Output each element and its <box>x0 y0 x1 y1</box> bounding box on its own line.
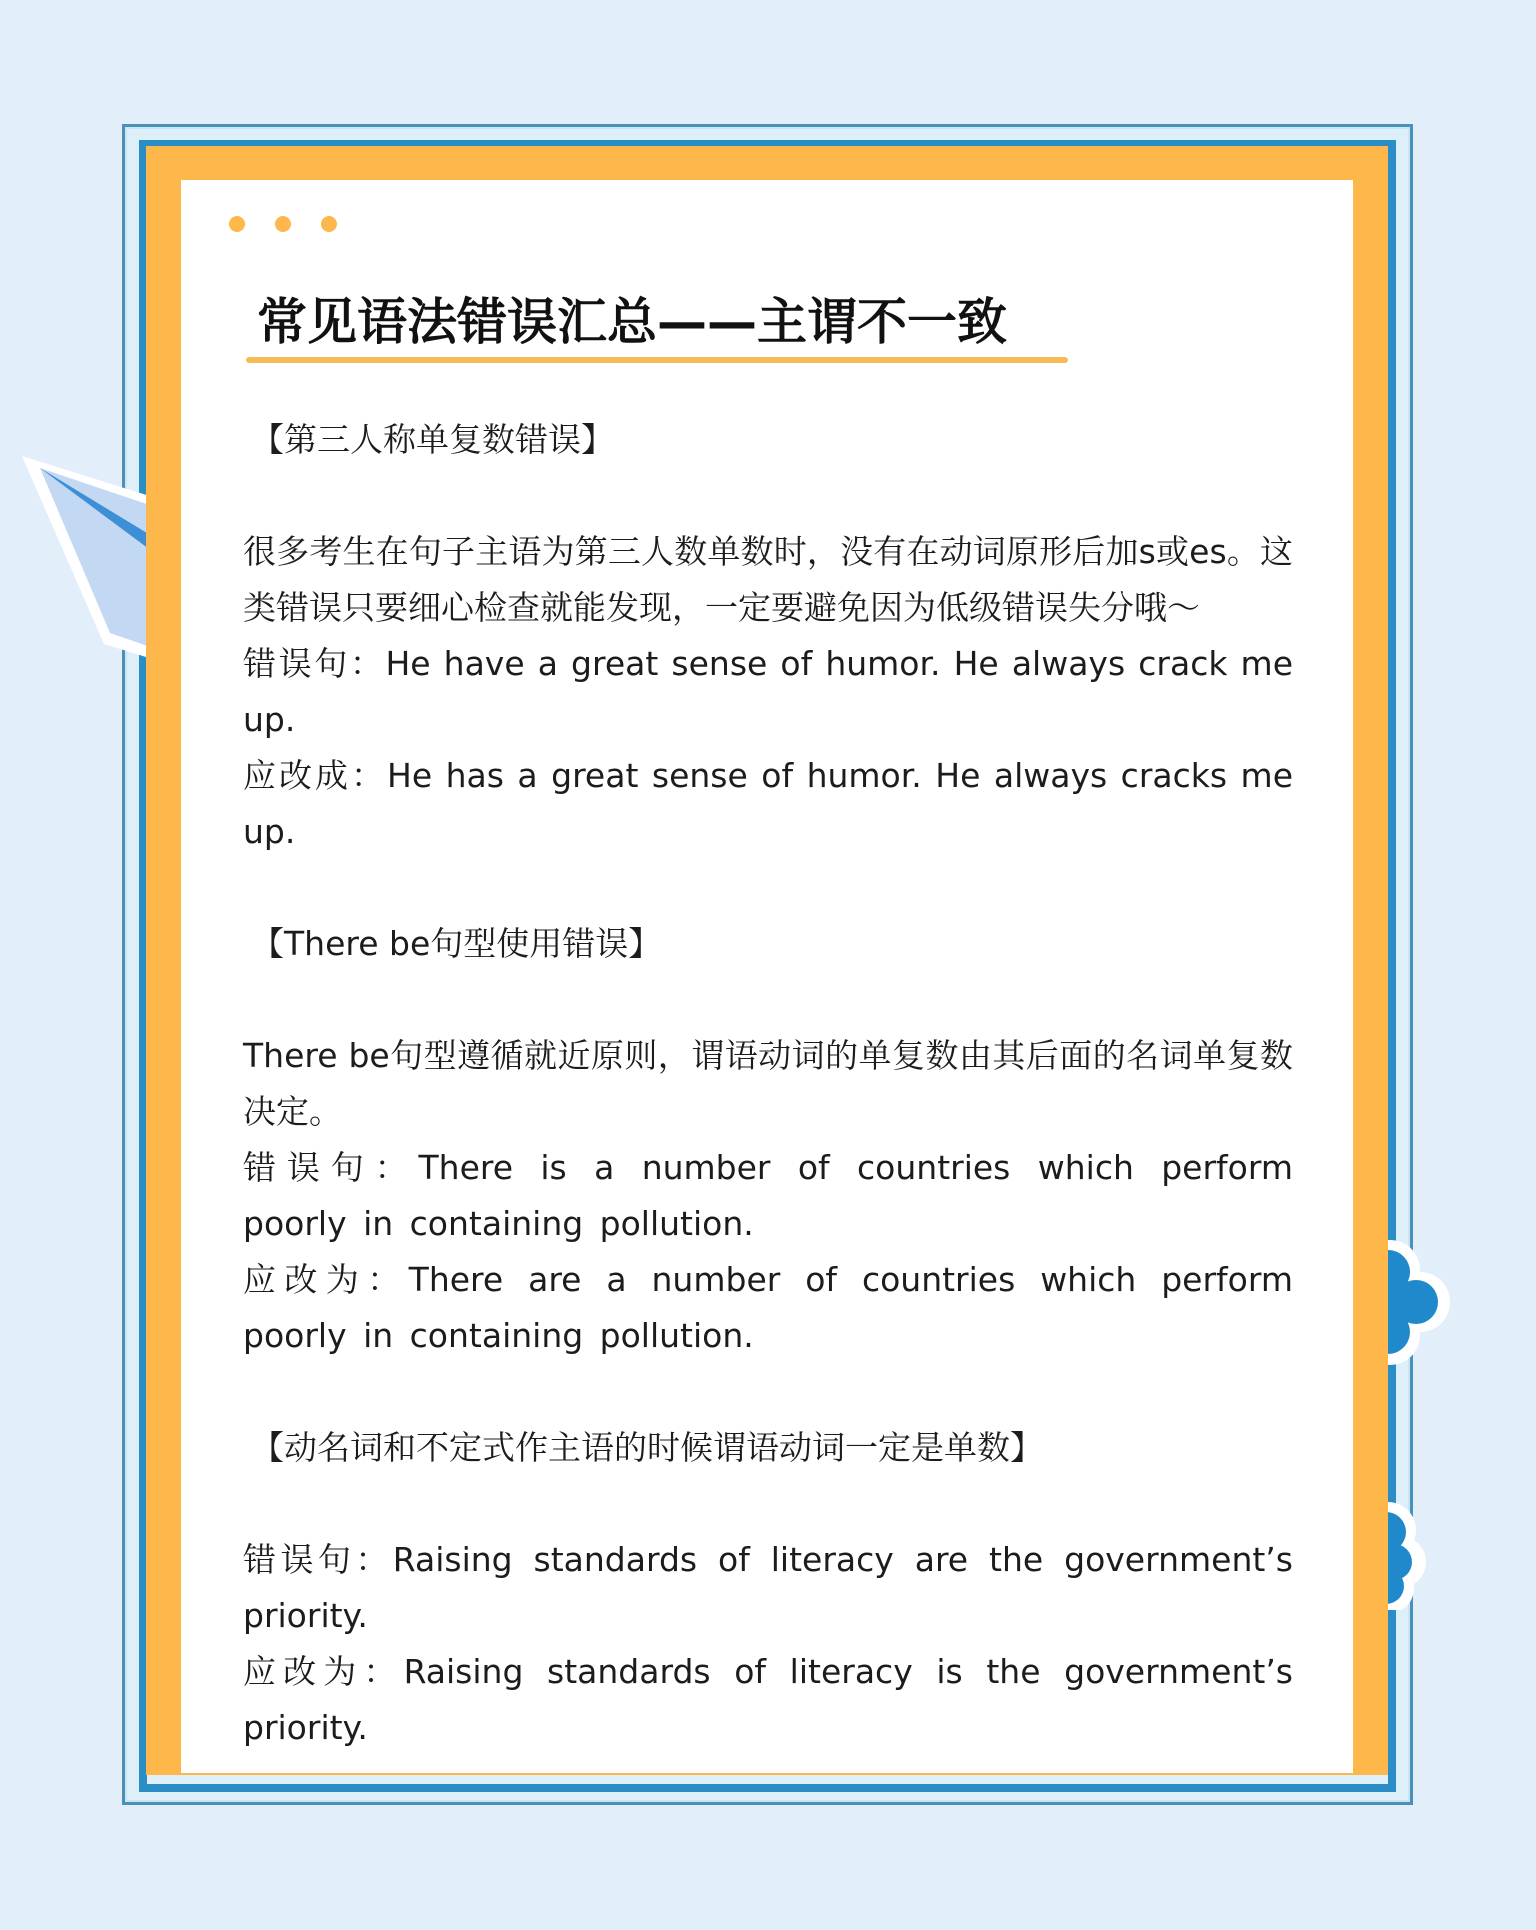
decorative-dots <box>229 216 337 232</box>
wrong-sentence: 错误句：Raising standards of literacy are the government’s priority. <box>243 1540 1293 1635</box>
correct-sentence: 应改为：There are a number of countries which perform poorly in containing pollution. <box>243 1260 1293 1355</box>
dot-icon <box>275 216 291 232</box>
paragraph: 很多考生在句子主语为第三人数单数时，没有在动词原形后加s或es。这类错误只要细心检查就能发现，一定要避免因为低级错误失分哦～ <box>243 532 1293 627</box>
title-underline <box>246 357 1068 363</box>
wrong-sentence: 错误句：He have a great sense of humor. He always crack me up. <box>243 644 1293 739</box>
article-body <box>243 412 1293 1756</box>
correct-sentence: 应改成：He has a great sense of humor. He always cracks me up. <box>243 756 1293 851</box>
section-heading: 【There be句型使用错误】 <box>251 924 662 963</box>
page-title: 常见语法错误汇总——主谓不一致 <box>257 293 1007 351</box>
dot-icon <box>321 216 337 232</box>
wrong-sentence: 错误句：There is a number of countries which perform poorly in containing pollution. <box>243 1148 1293 1243</box>
section-heading: 【第三人称单复数错误】 <box>251 420 614 459</box>
dot-icon <box>229 216 245 232</box>
correct-sentence: 应改为：Raising standards of literacy is the government’s priority. <box>243 1652 1293 1747</box>
paragraph: There be句型遵循就近原则，谓语动词的单复数由其后面的名词单复数决定。 <box>243 1036 1293 1131</box>
section-heading: 【动名词和不定式作主语的时候谓语动词一定是单数】 <box>251 1428 1043 1467</box>
